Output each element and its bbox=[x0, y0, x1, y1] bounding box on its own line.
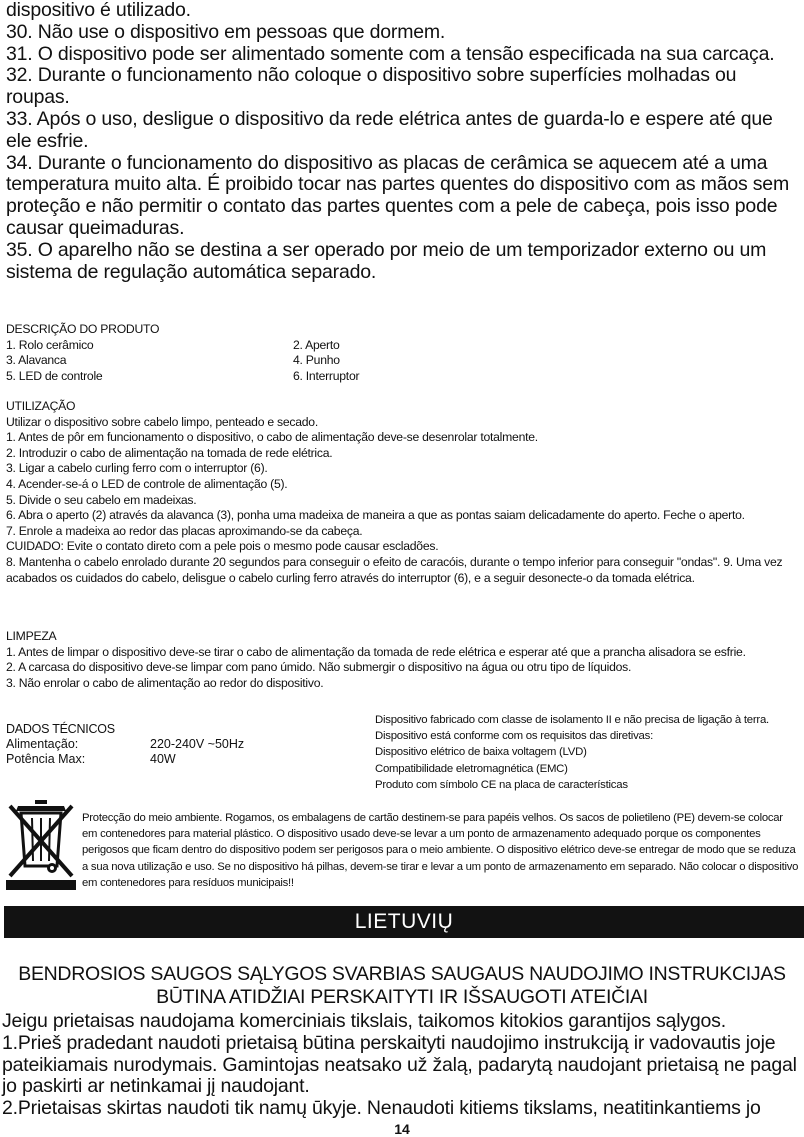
lt-line: 1.Prieš pradedant naudoti prietaisą būtina perskaityti naudojimo instrukciją ir vadovautis joje pateikiamais nurodymais. Gamintojas neatsako už žalą, padarytą naudojant prietaisą ne pagal jo paskirti ar netinkamai jį naudojant. bbox=[2, 1031, 797, 1098]
page-number: 14 bbox=[394, 1121, 410, 1137]
heading-line-1: BENDROSIOS SAUGOS SĄLYGOS SVARBIAS SAUGAUS NAUDOJIMO INSTRUKCIJAS bbox=[18, 963, 786, 985]
cert-line: Produto com símbolo CE na placa de características bbox=[375, 778, 628, 791]
heading-line-2: BŪTINA ATIDŽIAI PERSKAITYTI IR IŠSAUGOTI ATEIČIAI bbox=[156, 986, 648, 1008]
technical-data-section bbox=[6, 722, 366, 766]
product-parts-list bbox=[6, 338, 566, 385]
instruction-31: 31. O dispositivo pode ser alimentado somente com a tensão especificada na sua carcaça. bbox=[6, 42, 775, 65]
safety-instructions-continued bbox=[6, 0, 802, 283]
instruction-32: 32. Durante o funcionamento não coloque o dispositivo sobre superfícies molhadas ou roupas. bbox=[6, 64, 737, 109]
cleaning-line: 3. Não enrolar o cabo de alimentação ao redor do dispositivo. bbox=[6, 675, 324, 690]
cleaning-title: LIMPEZA bbox=[6, 629, 57, 643]
usage-line: 4. Acender-se-á o LED de controle de alimentação (5). bbox=[6, 476, 288, 491]
spec-label: Alimentação: bbox=[6, 737, 79, 751]
certification-notes bbox=[375, 712, 803, 793]
instruction-35: 35. O aparelho não se destina a ser operado por meio de um temporizador externo ou um sistema de regulação automática separado. bbox=[6, 238, 767, 283]
language-section-bar: LIETUVIŲ bbox=[4, 906, 804, 938]
usage-line: 1. Antes de pôr em funcionamento o dispositivo, o cabo de alimentação deve-se desenrolar totalmente. bbox=[6, 430, 538, 445]
part-item: 6. Interruptor bbox=[293, 368, 360, 383]
cert-line: Compatibilidade eletromagnética (EMC) bbox=[375, 762, 568, 775]
usage-section bbox=[6, 399, 804, 586]
cleaning-line: 2. A carcasa do dispositivo deve-se limpar com pano úmido. Não submergir o dispositivo na água ou otru tipo de líquidos. bbox=[6, 660, 632, 675]
instruction-30: 30. Não use o dispositivo em pessoas que dormem. bbox=[6, 20, 446, 43]
spec-value: 220-240V ~50Hz bbox=[150, 737, 245, 751]
usage-line: 3. Ligar a cabelo curling ferro com o interruptor (6). bbox=[6, 461, 268, 476]
usage-title: UTILIZAÇÃO bbox=[6, 399, 76, 413]
usage-line: 6. Abra o aperto (2) através da alavanca (3), ponha uma madeixa de maneira a que as pontas saiam delicadamente do aperto. Feche o aperto. bbox=[6, 508, 745, 523]
lt-line: 2.Prietaisas skirtas naudoti tik namų ūkyje. Nenaudoti kitiems tikslams, neatitinkantiems jo bbox=[2, 1097, 761, 1120]
usage-caution: CUIDADO: Evite o contato direto com a pele pois o mesmo pode causar escladões. bbox=[6, 539, 439, 554]
product-description-section bbox=[6, 322, 566, 384]
lithuanian-safety-heading bbox=[0, 963, 804, 1009]
part-item: 3. Alavanca bbox=[6, 353, 67, 368]
part-item: 2. Aperto bbox=[293, 337, 340, 352]
cleaning-line: 1. Antes de limpar o dispositivo deve-se tirar o cabo de alimentação da tomada de rede elétrica e esperar até que a prancha alisadora se esfrie. bbox=[6, 644, 746, 659]
instruction-34: 34. Durante o funcionamento do dispositivo as placas de cerâmica se aquecem até a uma temperatura muito alta. É proibido tocar nas partes quentes do dispositivo com as mãos sem proteção e não permitir o contato das partes quentes com a pele de cabeça, pois isso pode causar queimaduras. bbox=[6, 151, 789, 239]
spec-label: Potência Max: bbox=[6, 751, 86, 766]
technical-data-title: DADOS TÉCNICOS bbox=[6, 722, 115, 736]
cert-line: Dispositivo elétrico de baixa voltagem (LVD) bbox=[375, 746, 587, 759]
usage-line: 8. Mantenha o cabelo enrolado durante 20 segundos para conseguir o efeito de caracóis, durante o tempo inferior para conseguir "ondas". 9. Uma vez acabados os cuidados do cabelo, delisgue o cabelo curling ferro através do interruptor (6), e a seguir desonecte-o da tomada elétrica. bbox=[6, 554, 783, 585]
usage-line: 5. Divide o seu cabelo em madeixas. bbox=[6, 492, 197, 507]
usage-line: 7. Enrole a madeixa ao redor das placas aproximando-se da cabeça. bbox=[6, 523, 363, 538]
lt-line: Jeigu prietaisas naudojama komerciniais tikslais, taikomos kitokios garantijos sąlygos. bbox=[2, 1010, 726, 1032]
lithuanian-instructions bbox=[2, 1011, 802, 1120]
technical-data-table bbox=[6, 737, 366, 766]
product-description-title: DESCRIÇÃO DO PRODUTO bbox=[6, 322, 160, 336]
environment-protection-notice: Protecção do meio ambiente. Rogamos, os embalagens de cartão destinem-se para papéis velhos. Os sacos de polietileno (PE) devem-se colocar em contenedores para material plástico. O dispositivo usado deve-se levar a um ponto de armazenamento adequado porque os componentes perigosos que ficam dentro do dispositivo podem ser perigosos para o meio ambiente. O dispositivo elétrico deve-se entregar de modo que se reduza a sua nova utilização e uso. Se no dispositivo há pilhas, devem-se tirar e levar a um ponto de armazenamento em separado. Não colocar o dispositivo em contenedores para resíduos municipais!! bbox=[82, 812, 799, 889]
cleaning-section bbox=[6, 629, 804, 691]
instruction-29-tail: dispositivo é utilizado. bbox=[6, 0, 191, 21]
cert-line: Dispositivo fabricado com classe de isolamento II e não precisa de ligação à terra. bbox=[375, 714, 769, 726]
part-item: 4. Punho bbox=[293, 353, 340, 368]
part-item: 5. LED de controle bbox=[6, 368, 103, 383]
instruction-33: 33. Após o uso, desligue o dispositivo da rede elétrica antes de guarda-lo e espere até que ele esfrie. bbox=[6, 107, 773, 152]
crossed-out-wheelie-bin-icon bbox=[4, 796, 76, 892]
usage-line: 2. Introduzir o cabo de alimentação na tomada de rede elétrica. bbox=[6, 445, 333, 460]
part-item: 1. Rolo cerâmico bbox=[6, 337, 94, 352]
cert-line: Dispositivo está conforme com os requisitos das diretivas: bbox=[375, 730, 653, 743]
spec-value: 40W bbox=[150, 751, 176, 766]
usage-line: Utilizar o dispositivo sobre cabelo limpo, penteado e secado. bbox=[6, 414, 318, 429]
